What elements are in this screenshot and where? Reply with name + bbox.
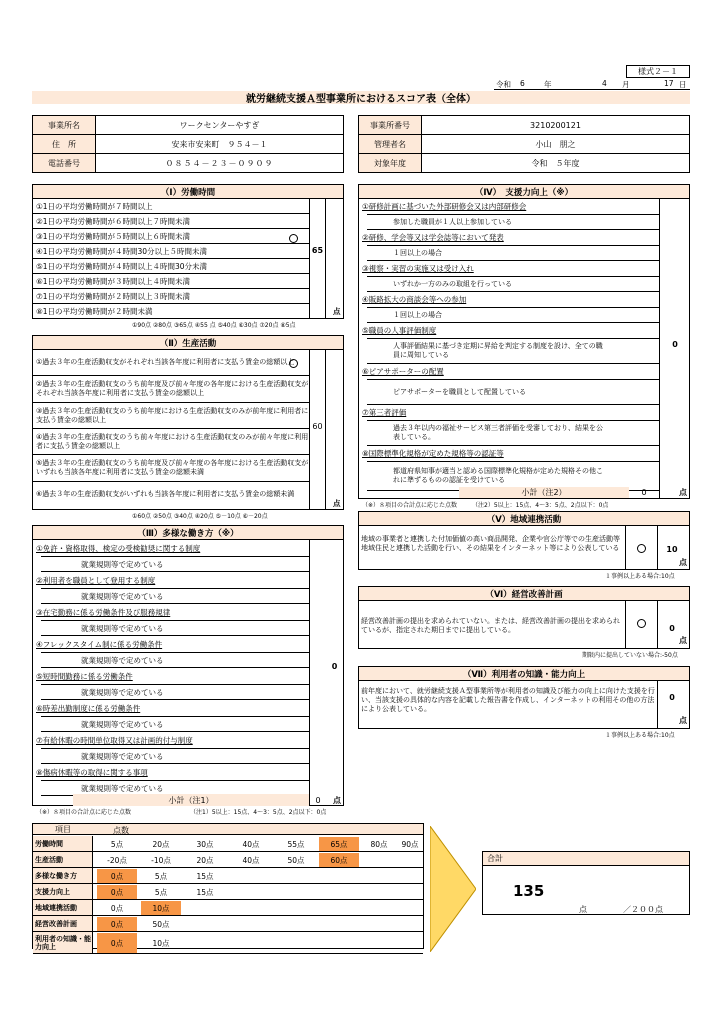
section-2-item: ②過去３年の生産活動収支のうち前年度及び前々年度の各年度における生産活動収支がそれぞれ当該各年度に利用者に支払う賃金の総額以上: [33, 376, 309, 403]
section-3-item: ③在宅勤務に係る労働条件及び服務規律: [36, 607, 171, 617]
section-2-score: 60: [312, 421, 323, 431]
section-4-table: [358, 198, 690, 499]
score-cell: 0点: [97, 885, 137, 899]
section-4-item-sub: １回以上の場合: [367, 307, 659, 323]
date-month: 4: [602, 79, 607, 88]
section-3-subtotal: 0: [315, 795, 321, 805]
score-cell: 5点: [154, 887, 168, 897]
section-5-unit: 点: [679, 558, 687, 567]
score-cell: 65点: [319, 837, 359, 851]
phone: ０８５４－２３－０９０９: [95, 153, 344, 173]
section-4-item: ⑥ピアサポーターの配置: [362, 367, 444, 376]
section-4-item: ⑧国際標準化規格が定めた規格等の認証等: [362, 449, 504, 458]
section-4-item: ④販路拡大の商談会等への参加: [362, 295, 467, 304]
section-4-unit: 点: [679, 488, 687, 497]
date-year-label: 年: [544, 80, 552, 89]
section-5-mark: [637, 544, 646, 553]
office-no: 3210200121: [421, 115, 690, 135]
score-cell: 20点: [196, 855, 214, 865]
score-cell: 0点: [97, 869, 137, 883]
score-row-label: 労働時間: [33, 836, 93, 852]
address-label: 住 所: [32, 134, 96, 154]
arrow-icon: [430, 826, 476, 952]
section-4-item-sub: １回以上の場合: [367, 245, 659, 261]
section-1-score: 65: [311, 245, 324, 255]
section-2-unit: 点: [333, 499, 341, 508]
section-1-item: ①1日の平均労働時間が７時間以上: [33, 199, 309, 214]
section-7-unit: 点: [679, 716, 687, 725]
section-2-table: [32, 349, 344, 510]
section-4-score: 0: [672, 339, 678, 349]
office-name: ワークセンターやすぎ: [95, 115, 344, 135]
section-4-item: ③視察・実習の実施又は受け入れ: [362, 264, 474, 273]
section-2-item: ⑥過去３年の生産活動収支がいずれも当該各年度に利用者に支払う賃金の総額未満: [36, 490, 295, 498]
section-3-item-sub: 就業規則等で定めている: [41, 588, 309, 604]
section-4-note: （※）８項目の合計点に応じた点数 （注2）5以上：15点、4～3：5点、2点以下：0点: [362, 502, 609, 509]
section-1-note: ①90点 ②80点 ③65点 ④55 点 ⑤40点 ⑥30点 ⑦20点 ⑧5点: [132, 322, 296, 329]
section-5-title: （Ⅴ）地域連携活動: [358, 511, 690, 526]
total-value: 135: [513, 882, 545, 900]
section-3-subtotal-label: 小計（注1）: [73, 794, 309, 806]
date-month-label: 月: [622, 80, 630, 89]
section-6-box: [358, 600, 690, 649]
section-7-title: （Ⅶ）利用者の知識・能力向上: [358, 666, 690, 681]
section-1-item: ②1日の平均労働時間が６時間以上７時間未満: [33, 214, 309, 229]
section-1-unit: 点: [333, 307, 341, 316]
date-day-label: 日: [679, 80, 687, 89]
score-cell: 40点: [242, 855, 260, 865]
section-3-item-sub: 就業規則等で定めている: [41, 716, 309, 732]
section-3-item-sub: 就業規則等で定めている: [41, 684, 309, 700]
section-4-title: （Ⅳ） 支援力向上（※）: [358, 184, 690, 199]
score-cell: 10点: [152, 938, 170, 948]
score-cell: 15点: [196, 871, 214, 881]
page-title: 就労継続支援Ａ型事業所におけるスコア表（全体）: [32, 91, 690, 104]
score-cell: 50点: [152, 919, 170, 929]
score-row-label: 経営改善計画: [33, 916, 93, 932]
section-3-note-left: （※）８項目の合計点に応じた点数: [36, 809, 132, 816]
section-7-text: 前年度において、就労継続支援Ａ型事業所等が利用者の知識及び能力の向上に向けた支援を行い、当該支援の具体的な内容を記載した報告書を作成し、インターネットの利用その他の方法により公表している。: [361, 687, 655, 713]
section-4-item: ②研修、学会等又は学会誌等において発表: [362, 233, 504, 242]
score-cell: -20点: [107, 855, 127, 865]
score-cell: 55点: [287, 839, 305, 849]
section-3-item-sub: 就業規則等で定めている: [41, 556, 309, 572]
score-summary-table: [32, 823, 424, 949]
total-max: ／２００点: [623, 905, 663, 914]
section-1-title: （Ⅰ）労働時間: [32, 184, 344, 199]
section-1-selected-mark: [289, 234, 298, 243]
total-box: [482, 851, 690, 915]
section-3-item-sub: 就業規則等で定めている: [41, 780, 309, 796]
section-4-item: ①研修計画に基づいた外部研修会又は内部研修会: [362, 202, 527, 211]
manager-label: 管理者名: [358, 134, 422, 154]
form-number: 様式２－１: [626, 65, 690, 78]
section-2-note: ①60点 ②50点 ③40点 ④20点 ⑤－10点 ⑥－20点: [132, 513, 268, 520]
section-5-note: １事例以上ある場合:10点: [605, 573, 675, 580]
section-2-item: ③過去３年の生産活動収支のうち前年度における生産活動収支のみが前年度に利用者に支払う賃金の総額以上: [33, 403, 309, 429]
section-7-score: 0: [669, 692, 675, 702]
score-cell: 5点: [154, 871, 168, 881]
score-cell: 40点: [242, 839, 260, 849]
section-1-item: ⑥1日の平均労働時間が３時間以上４時間未満: [33, 274, 309, 289]
score-cell: 10点: [141, 901, 181, 915]
score-row-label: 多様な働き方: [33, 868, 93, 884]
section-7-box: [358, 680, 690, 729]
section-3-item: ②利用者を職員として登用する制度: [36, 575, 156, 585]
section-3-table: [32, 539, 344, 806]
score-row-label: 地域連携活動: [33, 900, 93, 916]
section-3-item-sub: 就業規則等で定めている: [41, 620, 309, 636]
section-4-item-sub: ピアサポーターを職員として配置している: [367, 379, 659, 405]
score-col-points: 点数: [113, 826, 129, 835]
total-unit: 点: [579, 905, 587, 914]
score-cell: 20点: [152, 839, 170, 849]
section-1-table: [32, 198, 344, 319]
section-4-item-sub: いずれか一方のみの取組を行っている: [367, 276, 659, 292]
section-6-note: 期限内に提出していない場合:-50点: [582, 652, 678, 659]
section-3-item: ⑧傷病休暇等の取得に関する事項: [36, 767, 148, 777]
score-row-label: 支援力向上: [33, 884, 93, 900]
score-cell: 90点: [401, 839, 419, 849]
section-3-item: ①免許・資格取得、検定の受検勧奨に関する制度: [36, 543, 201, 553]
target-year: 令和 ５年度: [421, 153, 690, 173]
score-cell: 80点: [370, 839, 388, 849]
section-3-unit: 点: [333, 796, 341, 805]
section-4-subtotal-label: 小計（注2）: [459, 487, 629, 498]
section-4-item: ⑦第三者評価: [362, 408, 407, 417]
section-3-item-sub: 就業規則等で定めている: [41, 652, 309, 668]
section-1-item: ③1日の平均労働時間が５時間以上６時間未満: [33, 229, 309, 244]
score-cell: 60点: [319, 853, 359, 867]
section-5-text: 地域の事業者と連携した付加価値の高い商品開発、企業や官公庁等での生産活動等地域住民と連携した活動を行い、その結果をインターネット等により公表している: [361, 535, 620, 552]
section-4-item-sub: 過去３年以内の福祉サービス第三者評価を受審しており、結果を公表している。: [367, 420, 659, 446]
section-2-item: ⑤過去３年の生産活動収支のうち前年度及び前々年度の各年度における生産活動収支がいずれも当該各年度に利用者に支払う賃金の総額未満: [33, 455, 309, 482]
section-4-item-sub: 人事評価結果に基づき定期に昇給を判定する制度を設け、全ての職員に周知している: [367, 338, 659, 364]
section-6-mark: [637, 619, 646, 628]
date-era: 令和: [496, 80, 511, 89]
section-3-note-right: （注1）5以上：15点、4～3：5点、2点以下：0点: [190, 809, 327, 816]
section-3-item: ⑤短時間勤務に係る労働条件: [36, 671, 133, 681]
section-1-item: ⑧1日の平均労働時間が２時間未満: [33, 304, 309, 319]
section-2-selected-mark: [289, 359, 298, 368]
section-3-item: ⑦有給休暇の時間単位取得又は計画的付与制度: [36, 735, 193, 745]
score-cell: 15点: [196, 887, 214, 897]
manager: 小山 朋之: [421, 134, 690, 154]
score-cell: 50点: [287, 855, 305, 865]
score-row-label: 利用者の知識・能力向上: [33, 932, 93, 954]
date-line: [494, 79, 690, 90]
section-3-item: ⑥時差出勤制度に係る労働条件: [36, 703, 141, 713]
section-3-title: （Ⅲ）多様な働き方（※）: [32, 525, 344, 540]
section-4-item: ⑤職員の人事評価制度: [362, 326, 437, 335]
date-year: 6: [520, 79, 525, 88]
section-5-score: 10: [666, 544, 678, 554]
phone-label: 電話番号: [32, 153, 96, 173]
total-label: 合計: [483, 852, 689, 866]
section-2-item: ④過去３年の生産活動収支のうち前々年度における生産活動収支のみが前々年度に利用者に支払う賃金の総額以上: [33, 429, 309, 455]
section-2-item: ①過去３年の生産活動収支がそれぞれ当該各年度に利用者に支払う賃金の総額以上: [33, 350, 309, 376]
score-cell: 30点: [196, 839, 214, 849]
section-7-note: １事例以上ある場合:10点: [605, 732, 675, 739]
office-name-label: 事業所名: [32, 115, 96, 135]
score-cell: 0点: [97, 917, 137, 931]
section-3-item-sub: 就業規則等で定めている: [41, 748, 309, 764]
score-col-item: 項目: [55, 825, 71, 834]
section-3-score: 0: [331, 661, 338, 671]
section-2-title: （Ⅱ）生産活動: [32, 335, 344, 350]
score-row-label: 生産活動: [33, 852, 93, 868]
section-5-box: [358, 525, 690, 570]
section-6-unit: 点: [679, 636, 687, 645]
address: 安来市安来町 ９５４－１: [95, 134, 344, 154]
section-6-score: 0: [669, 623, 675, 633]
section-1-item: ④1日の平均労働時間が４時間30分以上５時間未満: [33, 244, 309, 259]
section-4-item-sub: 都道府県知事が適当と認める国際標準化規格が定めた規格その他これに準ずるものの認証を受けている: [367, 461, 659, 491]
target-year-label: 対象年度: [358, 153, 422, 173]
section-6-text: 経営改善計画の提出を求められていない。または、経営改善計画の提出を求められているが、指定された期日までに提出している。: [361, 617, 620, 634]
date-day: 17: [664, 79, 674, 88]
section-4-subtotal: 0: [641, 488, 647, 497]
score-cell: 0点: [110, 903, 124, 913]
section-3-item: ④フレックスタイム制に係る労働条件: [36, 639, 163, 649]
score-cell: -10点: [151, 855, 171, 865]
section-6-title: （Ⅵ）経営改善計画: [358, 586, 690, 601]
section-4-item-sub: 参加した職員が１人以上参加している: [367, 214, 659, 230]
score-cell: 5点: [110, 839, 124, 849]
section-1-item: ⑦1日の平均労働時間が２時間以上３時間未満: [33, 289, 309, 304]
score-cell: 0点: [97, 933, 137, 953]
office-no-label: 事業所番号: [358, 115, 422, 135]
section-1-item: ⑤1日の平均労働時間が４時間以上４時間30分未満: [33, 259, 309, 274]
